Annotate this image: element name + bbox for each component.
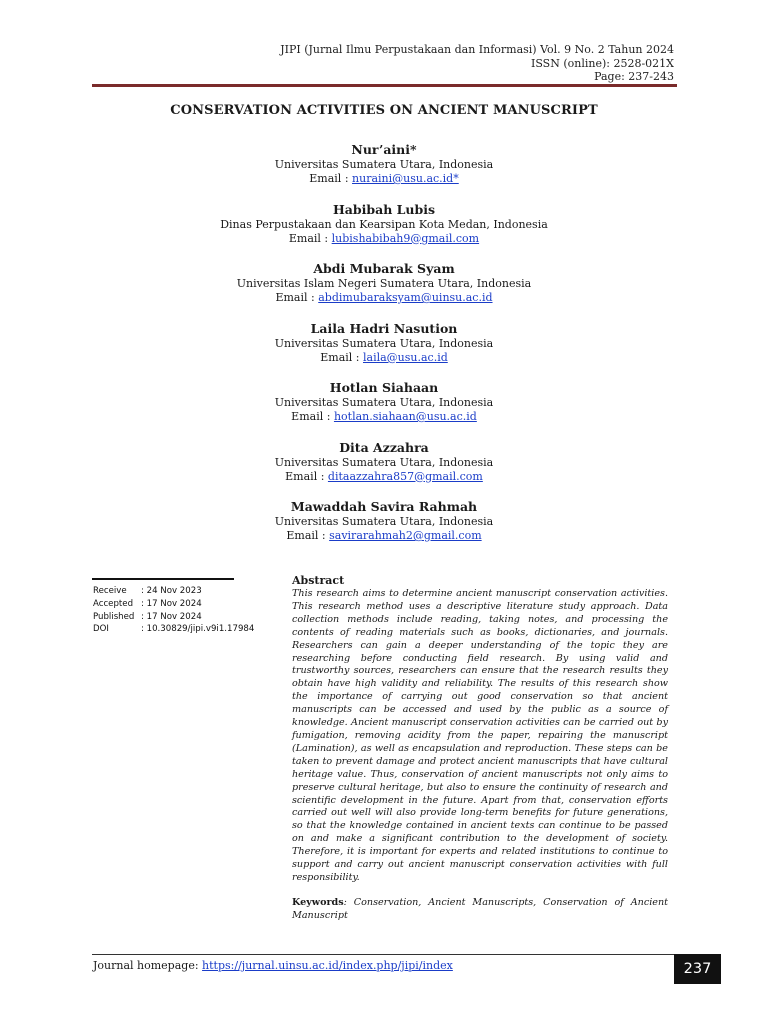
author-affiliation: Universitas Islam Negeri Sumatera Utara, Indonesia <box>236 277 532 290</box>
author-email-link[interactable]: savirarahmah2@gmail.com <box>329 529 482 542</box>
author-email-line <box>0 351 768 365</box>
author-block <box>0 260 768 320</box>
author-name: Hotlan Siahaan <box>329 380 439 395</box>
doi-row <box>93 623 293 636</box>
email-label: Email : <box>320 350 363 364</box>
doi-value: : 10.30829/jipi.v9i1.17984 <box>141 624 255 635</box>
article-info-rule <box>92 578 234 580</box>
author-affiliation: Universitas Sumatera Utara, Indonesia <box>274 158 494 171</box>
author-affiliation: Dinas Perpustakaan dan Kearsipan Kota Medan, Indonesia <box>220 217 548 231</box>
email-label: Email : <box>309 172 353 185</box>
author-affiliation: Universitas Sumatera Utara, Indonesia <box>274 336 494 350</box>
author-name: Habibah Lubis <box>332 201 436 217</box>
accepted-date: : 17 Nov 2024 <box>141 598 202 609</box>
email-label: Email : <box>291 410 334 423</box>
published-row <box>93 611 293 624</box>
abstract-section <box>292 574 668 923</box>
author-name: Dita Azzahra <box>339 439 429 455</box>
author-email-line <box>0 470 768 484</box>
author-list <box>0 141 768 558</box>
author-name: Laila Hadri Nasution <box>310 320 458 336</box>
author-name: Nur’aini* <box>351 142 417 157</box>
author-affiliation: Universitas Sumatera Utara, Indonesia <box>274 455 494 469</box>
paper-title: CONSERVATION ACTIVITIES ON ANCIENT MANUSCRIPT <box>170 103 598 118</box>
page-range: Page: 237-243 <box>594 70 674 83</box>
keywords-list: : Conservation, Ancient Manuscripts, Conservation of Ancient Manuscript <box>292 896 668 921</box>
accepted-row <box>93 598 293 611</box>
keywords-line <box>292 897 668 923</box>
author-block <box>0 141 768 201</box>
author-name: Abdi Mubarak Syam <box>313 261 455 276</box>
author-block <box>0 439 768 499</box>
header-rule <box>92 84 677 87</box>
email-label: Email : <box>275 291 319 304</box>
author-block <box>0 498 768 558</box>
receive-row <box>93 585 293 598</box>
author-email-link[interactable]: nuraini@usu.ac.id* <box>352 172 459 185</box>
author-name: Mawaddah Savira Rahmah <box>290 499 478 514</box>
author-email-line <box>0 232 768 246</box>
running-header <box>174 43 674 84</box>
author-affiliation: Universitas Sumatera Utara, Indonesia <box>274 515 494 528</box>
keywords-label: Keywords <box>292 896 344 908</box>
email-label: Email : <box>285 469 328 483</box>
author-email-link[interactable]: abdimubaraksyam@uinsu.ac.id <box>318 291 493 304</box>
author-affiliation: Universitas Sumatera Utara, Indonesia <box>274 396 494 409</box>
article-info <box>93 585 293 636</box>
published-label: Published <box>93 611 135 622</box>
issn: ISSN (online): 2528-021X <box>530 56 674 70</box>
accepted-label: Accepted <box>93 598 134 609</box>
email-label: Email : <box>286 529 330 542</box>
author-email-line <box>0 410 768 424</box>
author-email-link[interactable]: lubishabibah9@gmail.com <box>331 231 480 245</box>
author-email-line <box>0 529 768 543</box>
journal-name: JIPI (Jurnal Ilmu Perpustakaan dan Informasi) Vol. 9 No. 2 Tahun 2024 <box>280 43 674 56</box>
homepage-link[interactable]: https://jurnal.uinsu.ac.id/index.php/jipi/index <box>202 959 453 972</box>
receive-date: : 24 Nov 2023 <box>141 586 202 596</box>
author-block <box>0 320 768 380</box>
author-email-link[interactable]: ditaazzahra857@gmail.com <box>327 469 483 483</box>
homepage-label: Journal homepage: <box>93 959 203 972</box>
author-email-line <box>0 291 768 305</box>
author-email-line <box>0 172 768 186</box>
email-label: Email : <box>288 231 332 245</box>
author-email-link[interactable]: laila@usu.ac.id <box>363 350 448 364</box>
journal-homepage <box>93 959 453 973</box>
page-number: 237 <box>674 954 721 984</box>
author-block <box>0 379 768 439</box>
published-date: : 17 Nov 2024 <box>141 611 202 622</box>
doi-label: DOI <box>93 624 109 635</box>
abstract-heading: Abstract <box>292 574 345 587</box>
author-email-link[interactable]: hotlan.siahaan@usu.ac.id <box>333 410 477 423</box>
footer-rule <box>92 954 677 955</box>
receive-label: Receive <box>93 586 127 596</box>
author-block <box>0 201 768 261</box>
abstract-body: This research aims to determine ancient manuscript conservation activities. This research method uses a descriptive literature study approach. Data collection methods include reading, taking notes, and processing the contents of reading materials such as books, dictionaries, and journals. Researchers can gain a deeper understanding of the topic they are researching before conducting field research. By using valid and trustworthy sources, researchers can ensure that the research results they obtain have high validity and reliability. The results of this research show the importance of carrying out good conservation so that ancient manuscripts can be accessed and used by the public as a source of knowledge. Ancient manuscript conservation activities can be carried out by fumigation, removing acidity from the paper, repairing the manuscript (Lamination), as well as encapsulation and reproduction. These steps can be taken to prevent damage and protect ancient manuscripts that have cultural heritage value. Thus, conservation of ancient manuscripts not only aims to preserve cultural heritage, but also to ensure the continuity of research and scientific development in the future. Apart from that, conservation efforts carried out well will also provide long-term benefits for future generations, so that the knowledge contained in ancient texts can continue to be passed on and make a significant contribution to the development of society. Therefore, it is important for experts and related institutions to continue to support and carry out ancient manuscript conservation activities with full responsibility. <box>292 588 668 883</box>
